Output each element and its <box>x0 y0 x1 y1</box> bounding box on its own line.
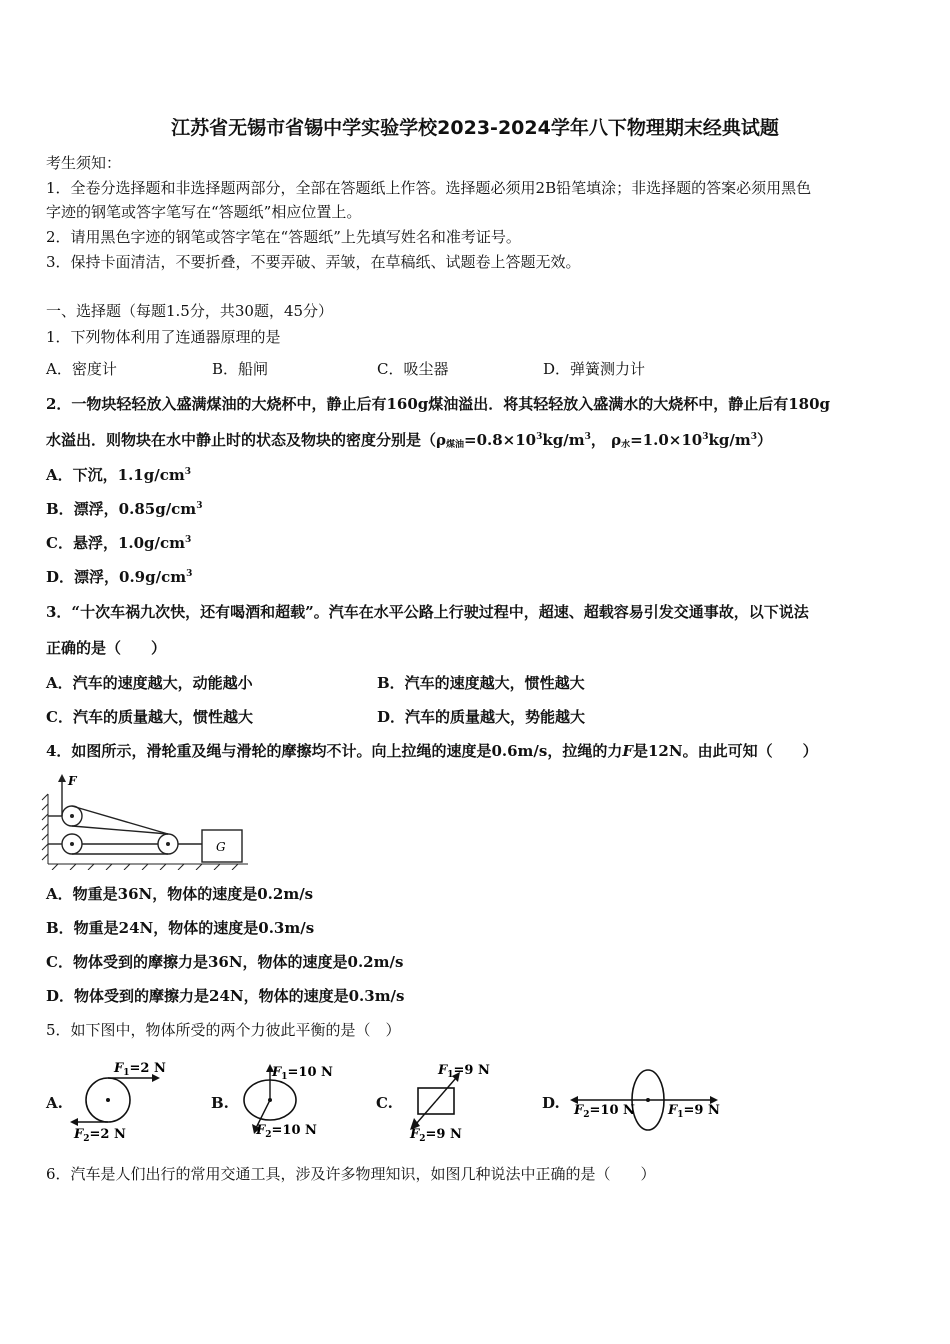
q2-sub-water: 水 <box>621 440 631 450</box>
q5-option-a: A. <box>46 1094 63 1112</box>
q2-exp-3: 3 <box>702 432 709 442</box>
svg-text:F2=9 N: $F_2=9$ N <box>410 1127 462 1144</box>
force-diagrams <box>60 1058 740 1146</box>
q1-option-a: A．密度计 <box>46 360 117 378</box>
notice-item-1-cont: 字迹的钢笔或答字笔写在“答题纸”相应位置上。 <box>46 203 362 221</box>
label-b-f2: F <box>256 1123 266 1138</box>
q2-sub-kerosene: 煤油 <box>445 440 464 450</box>
label-a-f1: F <box>114 1061 124 1076</box>
diagram-c <box>409 1063 490 1144</box>
label-a-f2: F <box>74 1127 84 1142</box>
label-d-f1: F <box>668 1103 678 1118</box>
notice-item-3: 3．保持卡面清洁，不要折叠，不要弄破、弄皱，在草稿纸、试题卷上答题无效。 <box>46 253 581 271</box>
diagram-b <box>244 1064 333 1140</box>
q4-option-b: B．物重是24N，物体的速度是0.3m/s <box>46 919 315 937</box>
svg-text:F1=9 N: $F_1=9$ N <box>438 1063 490 1080</box>
notice-item-2: 2．请用黑色字迹的钢笔或答字笔在“答题纸”上先填写姓名和准考证号。 <box>46 228 521 246</box>
svg-text:F1=2 N: $F_1=2$ N <box>114 1061 166 1078</box>
fig-force-label: F <box>68 774 77 788</box>
arrow-up-icon <box>58 774 66 782</box>
q2-stem-line1: 2．一物块轻轻放入盛满煤油的大烧杯中，静止后有160g煤油溢出．将其轻轻放入盛满水的大烧杯中，静止后有180g <box>46 395 831 413</box>
q3-option-d: D．汽车的质量越大，势能越大 <box>377 708 586 726</box>
q2-option-a: A．下沉，$1.1g/cm^3$ <box>46 466 191 484</box>
q5-option-d: D. <box>542 1094 560 1112</box>
q2-text-f: kg/m <box>708 431 751 449</box>
svg-text:F1=9 N: $F_1=9$ N <box>668 1103 720 1120</box>
q1-option-b: B．船闸 <box>212 360 269 378</box>
q3-option-b: B．汽车的速度越大，惯性越大 <box>377 674 585 692</box>
q3-stem-line1: 3．“十次车祸九次快，还有喝酒和超载”。汽车在水平公路上行驶过程中，超速、超载容易引发交通事故，以下说法 <box>46 603 809 621</box>
notice-item-1: 1．全卷分选择题和非选择题两部分，全部在答题纸上作答。选择题必须用2B铅笔填涂；非选择题的答案必须用黑色 <box>46 179 812 197</box>
notice-heading: 考生须知： <box>46 154 122 172</box>
q2-option-c: C．悬浮，$1.0g/cm^3$ <box>46 534 192 552</box>
q2-text-d: ， ρ <box>590 431 622 449</box>
pulley-figure <box>40 772 252 870</box>
svg-text:F2=2 N: $F_2=2$ N <box>74 1127 126 1144</box>
svg-text:F2=10 N: $F_2=10$ N <box>256 1123 317 1140</box>
q6-stem: 6．汽车是人们出行的常用交通工具，涉及许多物理知识，如图几种说法中正确的是（ ） <box>46 1165 656 1183</box>
q4-option-c: C．物体受到的摩擦力是36N，物体的速度是0.2m/s <box>46 953 404 971</box>
q2-stem-line2 <box>46 430 772 455</box>
q2-text-a: 水溢出．则物块在水中静止时的状态及物块的密度分别是（ρ <box>46 431 446 449</box>
section-heading: 一、选择题（每题1.5分，共30题，45分） <box>46 302 334 320</box>
label-c-f1: F <box>438 1063 448 1078</box>
block-g-label: G <box>216 840 226 854</box>
q2-option-d: D．漂浮，$0.9g/cm^3$ <box>46 568 193 586</box>
q3-option-c: C．汽车的质量越大，惯性越大 <box>46 708 253 726</box>
diagram-d <box>570 1070 720 1130</box>
q4-stem: 4．如图所示，滑轮重及绳与滑轮的摩擦均不计。向上拉绳的速度是0.6m/s，拉绳的力F是12N。由此可知（ ） <box>46 742 818 760</box>
label-d-f2: F <box>574 1103 584 1118</box>
arrow-left-icon <box>70 1118 78 1126</box>
q1-option-c: C．吸尘器 <box>377 360 449 378</box>
q3-option-a: A．汽车的速度越大，动能越小 <box>46 674 253 692</box>
q2-exp-2: 3 <box>584 432 591 442</box>
q2-exp-1: 3 <box>536 432 543 442</box>
q2-text-c: kg/m <box>542 431 585 449</box>
q2-option-b: B．漂浮，$0.85g/cm^3$ <box>46 500 203 518</box>
q4-option-a: A．物重是36N，物体的速度是0.2m/s <box>46 885 314 903</box>
q5-option-b: B. <box>211 1094 229 1112</box>
page-title: 江苏省无锡市省锡中学实验学校2023-2024学年八下物理期末经典试题 <box>171 117 779 139</box>
diagram-a <box>70 1061 166 1144</box>
svg-text:F1=10 N: $F_1=10$ N <box>272 1065 333 1082</box>
q2-text-g: ） <box>756 431 772 449</box>
q4-option-d: D．物体受到的摩擦力是24N，物体的速度是0.3m/s <box>46 987 405 1005</box>
q2-text-e: =1.0×10 <box>630 431 703 449</box>
q2-text-b: =0.8×10 <box>464 431 537 449</box>
label-b-f1: F <box>272 1065 282 1080</box>
label-c-f2: F <box>410 1127 420 1142</box>
q2-exp-4: 3 <box>750 432 757 442</box>
q3-stem-line2: 正确的是（ ） <box>46 639 167 657</box>
q1-option-d: D．弹簧测力计 <box>543 360 646 378</box>
svg-text:F2=10 N: $F_2=10$ N <box>574 1103 635 1120</box>
q5-option-c: C. <box>376 1094 393 1112</box>
q5-stem: 5．如下图中，物体所受的两个力彼此平衡的是（ ） <box>46 1021 401 1039</box>
q1-stem: 1．下列物体利用了连通器原理的是 <box>46 328 281 346</box>
